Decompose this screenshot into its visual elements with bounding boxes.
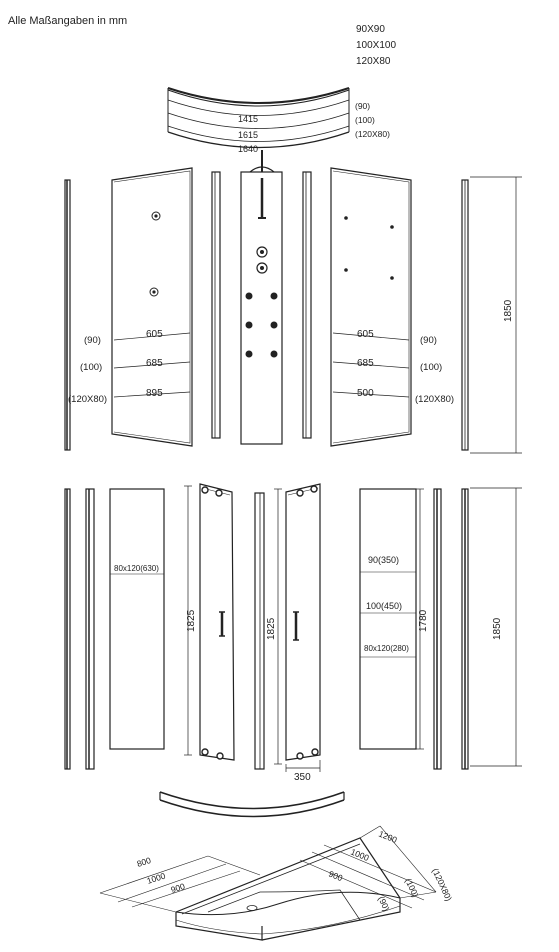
right-panel-label-90: 90(350) bbox=[368, 555, 400, 565]
tray-right-dim-1000: 1000 bbox=[349, 846, 371, 863]
glass-variant-90: (90) bbox=[355, 101, 371, 111]
left-panel-label: 80x120(630) bbox=[114, 564, 159, 573]
lower-height-label: 1850 bbox=[492, 617, 503, 640]
left-variant-100: (100) bbox=[80, 362, 103, 373]
tray-variant-90: (90) bbox=[376, 894, 392, 913]
left-corner-strip bbox=[212, 172, 220, 438]
shower-column bbox=[241, 150, 282, 444]
left-width-685: 685 bbox=[146, 358, 163, 369]
lower-left-panel bbox=[110, 489, 164, 749]
glass-length-1615: 1615 bbox=[238, 130, 259, 140]
left-wall-profile bbox=[65, 180, 70, 450]
top-curved-glass bbox=[168, 88, 349, 148]
tray-left-dim-800: 800 bbox=[135, 855, 153, 869]
bottom-curved-rail bbox=[160, 792, 344, 817]
right-panel-height: 1780 bbox=[418, 609, 429, 632]
right-variant-100: (100) bbox=[420, 362, 443, 373]
tray-variant-100: (100) bbox=[403, 876, 421, 899]
right-side-panel bbox=[331, 168, 411, 446]
lower-left-profiles bbox=[65, 489, 94, 769]
tray-left-dim-900: 900 bbox=[169, 881, 187, 895]
right-width-500: 500 bbox=[357, 388, 374, 399]
size-option-100: 100X100 bbox=[356, 40, 397, 51]
left-side-panel bbox=[112, 168, 192, 446]
tray-right-dim-900: 900 bbox=[327, 868, 345, 884]
glass-variant-120x80: (120X80) bbox=[355, 129, 390, 139]
glass-length-1415: 1415 bbox=[238, 114, 259, 124]
height-dimension-middle bbox=[470, 177, 522, 453]
glass-length-1640: 1640 bbox=[238, 144, 259, 154]
left-width-605: 605 bbox=[146, 329, 163, 340]
right-wall-profile bbox=[462, 180, 468, 450]
size-option-90: 90X90 bbox=[356, 24, 385, 35]
lower-right-profiles bbox=[434, 489, 468, 769]
units-note: Alle Maßangaben in mm bbox=[8, 15, 128, 27]
right-width-605: 605 bbox=[357, 329, 374, 340]
left-variant-90: (90) bbox=[84, 335, 101, 346]
right-variant-120x80: (120X80) bbox=[415, 394, 455, 405]
tray-left-dim-1000: 1000 bbox=[145, 870, 167, 886]
door-width-label: 350 bbox=[294, 772, 311, 783]
right-door bbox=[255, 484, 320, 772]
lower-right-panel bbox=[360, 489, 424, 749]
size-option-120: 120X80 bbox=[356, 56, 391, 67]
right-variant-90: (90) bbox=[420, 335, 437, 346]
right-corner-strip bbox=[303, 172, 311, 438]
right-panel-label-100: 100(450) bbox=[366, 601, 403, 611]
left-width-895: 895 bbox=[146, 388, 163, 399]
tray-variant-120x80: (120X80) bbox=[430, 866, 455, 903]
right-panel-label-80x120: 80x120(280) bbox=[364, 644, 409, 653]
left-door-height: 1825 bbox=[186, 609, 197, 632]
tray-right-dim-1200: 1200 bbox=[377, 828, 399, 845]
right-width-685: 685 bbox=[357, 358, 374, 369]
glass-variant-100: (100) bbox=[355, 115, 375, 125]
right-door-height: 1825 bbox=[266, 617, 277, 640]
middle-height-label: 1850 bbox=[503, 299, 514, 322]
left-variant-120x80: (120X80) bbox=[68, 394, 108, 405]
